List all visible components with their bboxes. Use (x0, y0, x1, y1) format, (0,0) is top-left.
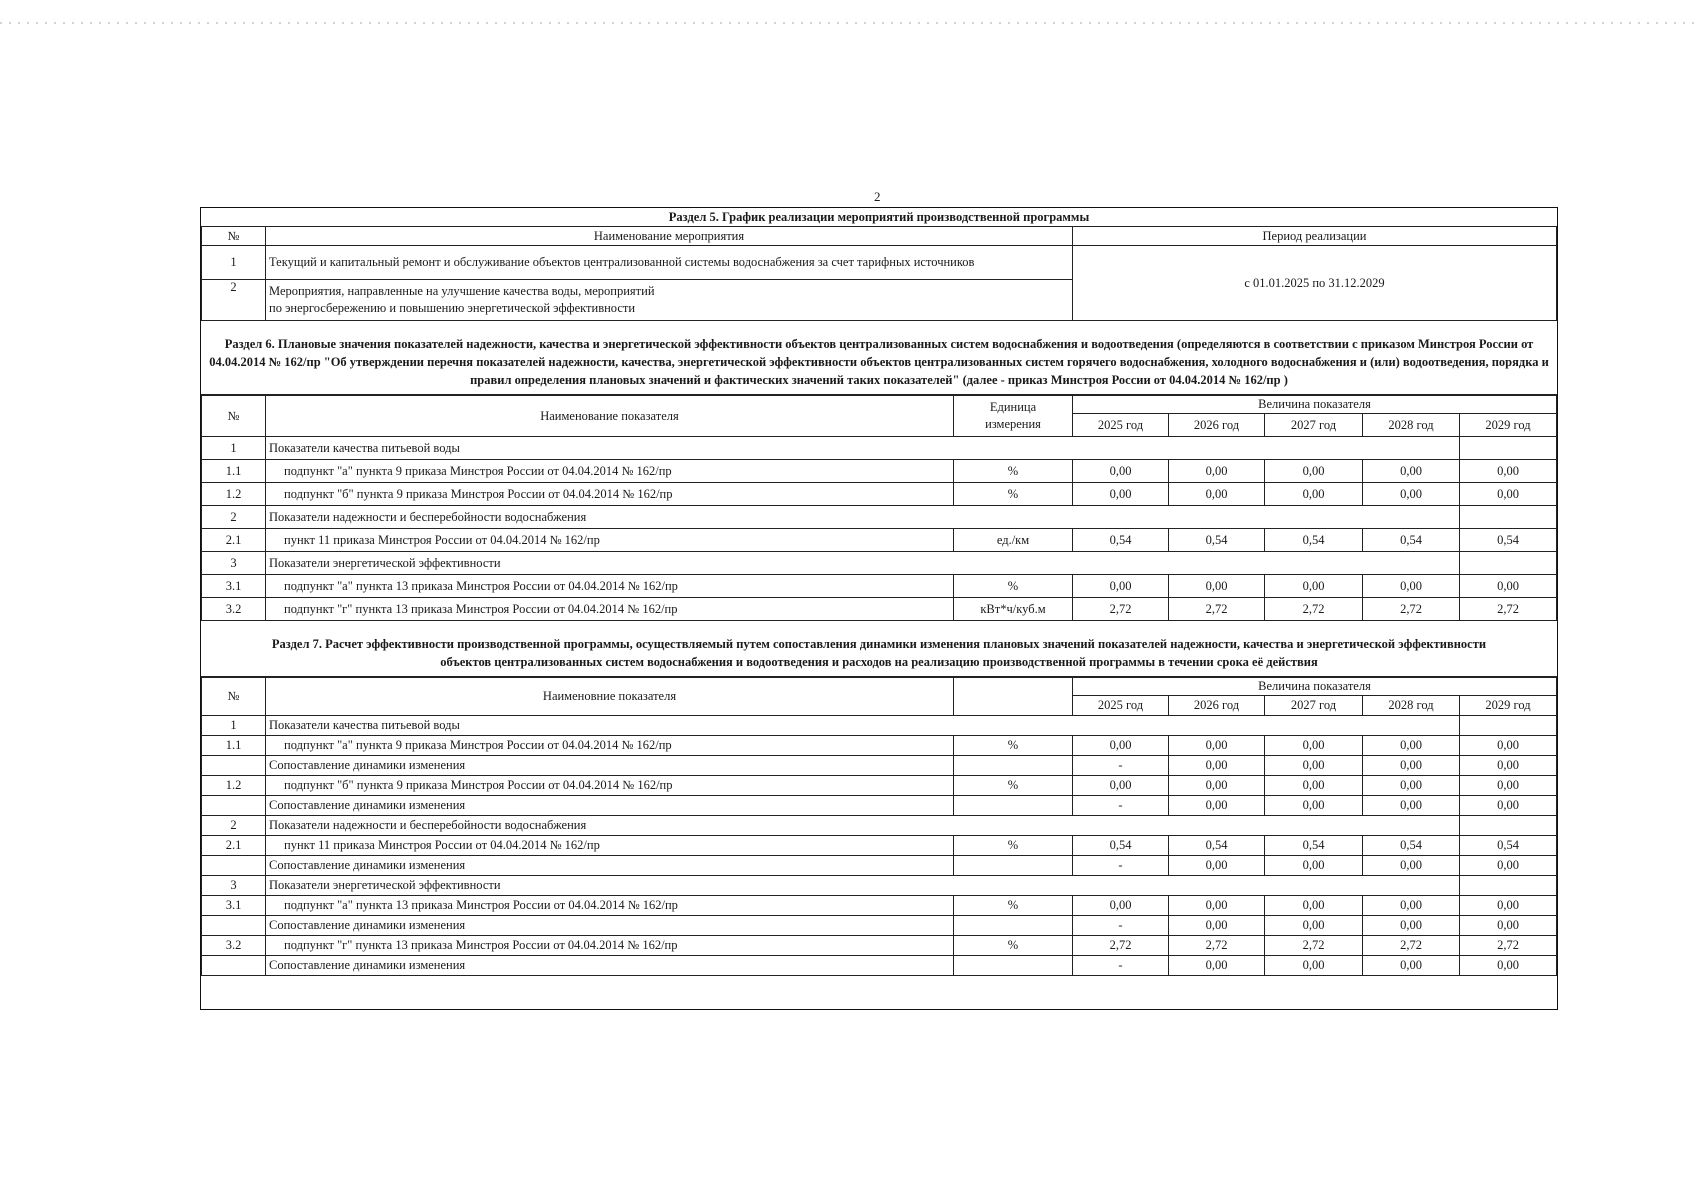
row-name: Показатели энергетической эффективности (266, 876, 954, 896)
row-value: 0,00 (1265, 736, 1363, 756)
row-value: 0,00 (1363, 776, 1460, 796)
year-header: 2026 год (1169, 414, 1265, 437)
section6-header-unit (954, 396, 1073, 437)
row-value: 0,00 (1265, 856, 1363, 876)
year-header: 2027 год (1265, 414, 1363, 437)
section7-table (201, 677, 1557, 976)
row-value: 2,72 (1169, 598, 1265, 621)
row-value: 0,54 (1073, 529, 1169, 552)
row-name: Показатели энергетической эффективности (266, 552, 954, 575)
row-name: Сопоставление динамики изменения (266, 956, 954, 976)
row-value: 0,00 (1265, 956, 1363, 976)
row-num: 1.1 (202, 460, 266, 483)
row-num (202, 916, 266, 936)
row-value-blank (1363, 716, 1460, 736)
row-value: 0,00 (1265, 483, 1363, 506)
row-unit (954, 756, 1073, 776)
row-value: 0,00 (1363, 483, 1460, 506)
row-unit-blank (954, 437, 1073, 460)
row-value: 0,00 (1363, 756, 1460, 776)
row-value: 0,00 (1073, 776, 1169, 796)
group-row (202, 716, 1557, 736)
row-value: 0,54 (1073, 836, 1169, 856)
year-header: 2025 год (1073, 696, 1169, 716)
row-value: 0,54 (1265, 836, 1363, 856)
row-value-blank (1265, 816, 1363, 836)
row-value: - (1073, 796, 1169, 816)
row-value: - (1073, 756, 1169, 776)
page-number: 2 (874, 189, 881, 204)
row-name: Сопоставление динамики изменения (266, 796, 954, 816)
group-row (202, 437, 1557, 460)
row-value: 0,00 (1363, 736, 1460, 756)
row-value: - (1073, 916, 1169, 936)
row-value: 2,72 (1363, 936, 1460, 956)
indicator-row (202, 796, 1557, 816)
row-unit-blank (954, 876, 1073, 896)
section5-title: Раздел 5. График реализации мероприятий производственной программы (202, 208, 1557, 227)
section7-header-unit (954, 678, 1073, 716)
row-unit (954, 956, 1073, 976)
row-value: 0,00 (1169, 956, 1265, 976)
row-value: 0,00 (1460, 956, 1557, 976)
row-num: 1.1 (202, 736, 266, 756)
section5-row-num: 2 (202, 280, 266, 321)
section5-header-period: Период реализации (1073, 227, 1557, 246)
row-num: 2 (202, 816, 266, 836)
section6-header-value: Величина показателя (1073, 396, 1557, 414)
row-value: 0,00 (1169, 896, 1265, 916)
row-num: 3 (202, 876, 266, 896)
row-value: 0,00 (1265, 776, 1363, 796)
row-num: 3.2 (202, 936, 266, 956)
year-header: 2029 год (1460, 696, 1557, 716)
row-value: 0,00 (1460, 575, 1557, 598)
row-value-blank (1363, 506, 1460, 529)
row-value: 0,54 (1363, 836, 1460, 856)
row-value: 0,00 (1169, 776, 1265, 796)
row-unit-blank (954, 552, 1073, 575)
row-value: 0,00 (1073, 483, 1169, 506)
row-value: 2,72 (1363, 598, 1460, 621)
row-unit: % (954, 776, 1073, 796)
year-header: 2025 год (1073, 414, 1169, 437)
indicator-row (202, 598, 1557, 621)
row-unit (954, 796, 1073, 816)
row-value: 0,00 (1265, 575, 1363, 598)
row-num (202, 756, 266, 776)
indicator-row (202, 529, 1557, 552)
row-value-blank (1073, 506, 1169, 529)
row-value: 0,00 (1363, 896, 1460, 916)
row-name: пункт 11 приказа Минстроя России от 04.04.2014 № 162/пр (266, 529, 954, 552)
row-value: 0,00 (1265, 756, 1363, 776)
row-num (202, 796, 266, 816)
indicator-row (202, 756, 1557, 776)
row-value: 0,54 (1169, 836, 1265, 856)
row-name: подпункт "б" пункта 9 приказа Минстроя России от 04.04.2014 № 162/пр (266, 483, 954, 506)
row-value-blank (1363, 437, 1460, 460)
indicator-row (202, 956, 1557, 976)
row-unit: % (954, 736, 1073, 756)
row-unit: ед./км (954, 529, 1073, 552)
row-value: 0,00 (1073, 736, 1169, 756)
document-frame (200, 207, 1558, 1010)
row-value-blank (1073, 716, 1169, 736)
indicator-row (202, 575, 1557, 598)
row-unit (954, 856, 1073, 876)
row-unit: % (954, 460, 1073, 483)
row-value: 0,00 (1169, 736, 1265, 756)
row-value: 0,00 (1363, 956, 1460, 976)
year-header: 2027 год (1265, 696, 1363, 716)
row-value-blank (1363, 876, 1460, 896)
row-value: 2,72 (1460, 598, 1557, 621)
row-value: 0,54 (1460, 529, 1557, 552)
row-name: Показатели качества питьевой воды (266, 716, 954, 736)
section7-header-value: Величина показателя (1073, 678, 1557, 696)
row-name: подпункт "а" пункта 9 приказа Минстроя России от 04.04.2014 № 162/пр (266, 736, 954, 756)
row-value: 0,54 (1363, 529, 1460, 552)
indicator-row (202, 856, 1557, 876)
row-value: 0,00 (1460, 796, 1557, 816)
row-num: 1 (202, 437, 266, 460)
row-value-blank (1460, 876, 1557, 896)
row-num: 2.1 (202, 529, 266, 552)
row-value: 2,72 (1460, 936, 1557, 956)
row-value: 2,72 (1265, 598, 1363, 621)
section5-header-name: Наименование мероприятия (266, 227, 1073, 246)
row-name: подпункт "б" пункта 9 приказа Минстроя России от 04.04.2014 № 162/пр (266, 776, 954, 796)
indicator-row (202, 916, 1557, 936)
row-num (202, 956, 266, 976)
indicator-row (202, 896, 1557, 916)
row-value-blank (1460, 816, 1557, 836)
row-num: 1.2 (202, 776, 266, 796)
row-value: 0,00 (1460, 856, 1557, 876)
indicator-row (202, 460, 1557, 483)
row-num: 3 (202, 552, 266, 575)
row-value: 0,00 (1169, 796, 1265, 816)
row-value-blank (1460, 552, 1557, 575)
row-value-blank (1265, 437, 1363, 460)
row-value-blank (1073, 816, 1169, 836)
section6-header-unit-line2: измерения (985, 417, 1041, 431)
year-header: 2028 год (1363, 414, 1460, 437)
row-unit: % (954, 836, 1073, 856)
row-value: 0,00 (1169, 483, 1265, 506)
row-num: 1.2 (202, 483, 266, 506)
group-row (202, 552, 1557, 575)
group-row (202, 876, 1557, 896)
indicator-row (202, 736, 1557, 756)
section6-table (201, 395, 1557, 621)
section5-row-name (266, 280, 1073, 321)
indicator-row (202, 836, 1557, 856)
row-value-blank (1265, 876, 1363, 896)
row-unit: % (954, 575, 1073, 598)
row-value: 2,72 (1265, 936, 1363, 956)
row-value-blank (1169, 876, 1265, 896)
row-value: 0,00 (1460, 776, 1557, 796)
row-value-blank (1363, 816, 1460, 836)
row-value-blank (1073, 552, 1169, 575)
row-name: подпункт "а" пункта 13 приказа Минстроя России от 04.04.2014 № 162/пр (266, 575, 954, 598)
row-name: подпункт "а" пункта 9 приказа Минстроя России от 04.04.2014 № 162/пр (266, 460, 954, 483)
section6-header-num: № (202, 396, 266, 437)
row-unit (954, 916, 1073, 936)
row-num: 3.2 (202, 598, 266, 621)
section6-title: Раздел 6. Плановые значения показателей надежности, качества и энергетической эффективности объектов централизованных систем водоснабжения и водоотведения (определяются в соответствии с приказом Минстроя России от 04.04.2014 № 162/пр "Об утверждении перечня показателей надежности, качества, энергетической эффективности объектов централизованных систем горячего водоснабжения, холодного водоснабжения и (или) водоотведения, порядка и правил определения плановых значений и фактических значений таких показателей" (далее - приказ Минстроя России от 04.04.2014 № 162/пр ) (201, 321, 1557, 395)
section7-title: Раздел 7. Расчет эффективности производственной программы, осуществляемый путем сопоставления динамики изменения плановых значений показателей надежности, качества и энергетической эффективности объектов централизованных систем водоснабжения и водоотведения и расходов на реализацию производственной программы в течении срока её действия (201, 621, 1557, 677)
row-name: Сопоставление динамики изменения (266, 916, 954, 936)
row-value-blank (1169, 552, 1265, 575)
row-value: 0,00 (1460, 736, 1557, 756)
row-value: 2,72 (1073, 936, 1169, 956)
section7-header-num: № (202, 678, 266, 716)
row-value: 0,54 (1265, 529, 1363, 552)
row-value: 0,00 (1169, 460, 1265, 483)
row-unit-blank (954, 506, 1073, 529)
row-num: 3.1 (202, 575, 266, 598)
row-value: 0,54 (1169, 529, 1265, 552)
row-value: 0,00 (1073, 460, 1169, 483)
section7-header-name: Наименовние показателя (266, 678, 954, 716)
row-num: 2 (202, 506, 266, 529)
row-value: 0,00 (1265, 460, 1363, 483)
row-value-blank (1073, 437, 1169, 460)
row-value-blank (1265, 716, 1363, 736)
row-value: 0,00 (1265, 916, 1363, 936)
row-name: подпункт "г" пункта 13 приказа Минстроя России от 04.04.2014 № 162/пр (266, 598, 954, 621)
row-value: 0,00 (1460, 756, 1557, 776)
row-value: 0,00 (1460, 483, 1557, 506)
row-value: 0,00 (1460, 916, 1557, 936)
row-value: 0,00 (1363, 575, 1460, 598)
row-value: - (1073, 956, 1169, 976)
row-num: 2.1 (202, 836, 266, 856)
row-value: 2,72 (1169, 936, 1265, 956)
row-value: 0,00 (1265, 796, 1363, 816)
row-name: подпункт "а" пункта 13 приказа Минстроя России от 04.04.2014 № 162/пр (266, 896, 954, 916)
row-value-blank (1460, 437, 1557, 460)
row-unit: % (954, 483, 1073, 506)
row-value: 0,00 (1265, 896, 1363, 916)
row-unit-blank (954, 716, 1073, 736)
row-value-blank (1169, 437, 1265, 460)
row-name: Показатели надежности и бесперебойности водоснабжения (266, 816, 954, 836)
group-row (202, 816, 1557, 836)
row-value: 0,00 (1363, 916, 1460, 936)
row-value-blank (1073, 876, 1169, 896)
row-value: 2,72 (1073, 598, 1169, 621)
row-value: 0,00 (1363, 796, 1460, 816)
row-value-blank (1169, 816, 1265, 836)
section5-row-name-line1: Мероприятия, направленные на улучшение качества воды, мероприятий (269, 284, 655, 298)
row-name: подпункт "г" пункта 13 приказа Минстроя России от 04.04.2014 № 162/пр (266, 936, 954, 956)
row-unit: % (954, 896, 1073, 916)
section5-row-name: Текущий и капитальный ремонт и обслуживание объектов централизованной системы водоснабжения за счет тарифных источников (266, 246, 1073, 280)
row-name: пункт 11 приказа Минстроя России от 04.04.2014 № 162/пр (266, 836, 954, 856)
section6-header-name: Наименование показателя (266, 396, 954, 437)
row-value: 0,00 (1169, 756, 1265, 776)
row-name: Сопоставление динамики изменения (266, 756, 954, 776)
row-unit: % (954, 936, 1073, 956)
row-value: 0,00 (1460, 460, 1557, 483)
row-value: - (1073, 856, 1169, 876)
row-value: 0,54 (1460, 836, 1557, 856)
row-name: Сопоставление динамики изменения (266, 856, 954, 876)
row-value: 0,00 (1169, 575, 1265, 598)
row-value: 0,00 (1169, 856, 1265, 876)
group-row (202, 506, 1557, 529)
row-value: 0,00 (1073, 896, 1169, 916)
row-value-blank (1265, 506, 1363, 529)
section5-row-name-line2: по энергосбережению и повышению энергетической эффективности (269, 301, 636, 315)
row-value: 0,00 (1460, 896, 1557, 916)
row-num (202, 856, 266, 876)
row-value-blank (1169, 506, 1265, 529)
row-name: Показатели надежности и бесперебойности водоснабжения (266, 506, 954, 529)
year-header: 2028 год (1363, 696, 1460, 716)
year-header: 2029 год (1460, 414, 1557, 437)
row-unit: кВт*ч/куб.м (954, 598, 1073, 621)
row-unit-blank (954, 816, 1073, 836)
row-value: 0,00 (1073, 575, 1169, 598)
row-num: 3.1 (202, 896, 266, 916)
year-header: 2026 год (1169, 696, 1265, 716)
section6-header-unit-line1: Единица (989, 400, 1037, 414)
row-num: 1 (202, 716, 266, 736)
indicator-row (202, 483, 1557, 506)
section5-period-value: с 01.01.2025 по 31.12.2029 (1073, 246, 1557, 321)
scan-dotted-line (0, 22, 1697, 24)
row-value-blank (1460, 506, 1557, 529)
section5-header-num: № (202, 227, 266, 246)
row-name: Показатели качества питьевой воды (266, 437, 954, 460)
row-value-blank (1363, 552, 1460, 575)
row-value: 0,00 (1363, 460, 1460, 483)
row-value-blank (1169, 716, 1265, 736)
indicator-row (202, 776, 1557, 796)
row-value-blank (1460, 716, 1557, 736)
row-value: 0,00 (1169, 916, 1265, 936)
row-value: 0,00 (1363, 856, 1460, 876)
section5-table (201, 208, 1557, 321)
section5-row-num: 1 (202, 246, 266, 280)
indicator-row (202, 936, 1557, 956)
row-value-blank (1265, 552, 1363, 575)
